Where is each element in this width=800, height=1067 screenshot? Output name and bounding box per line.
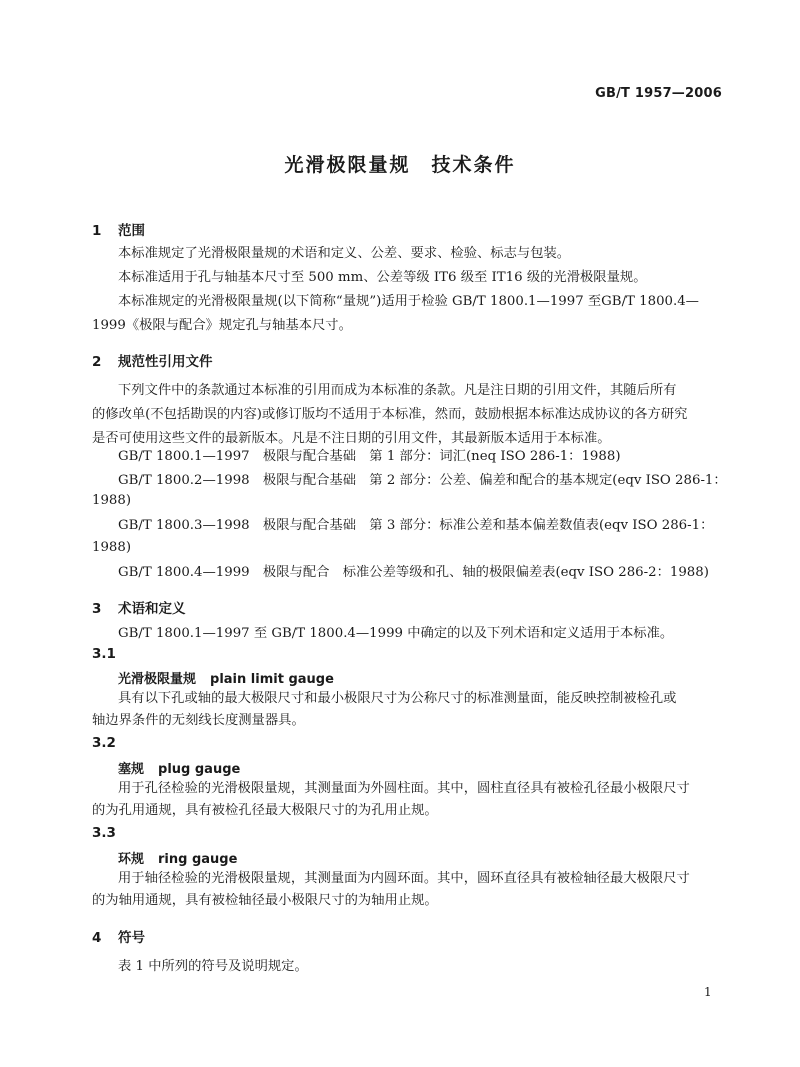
standard-number-header: GB/T 1957—2006 [595,86,722,101]
section-3-heading [92,597,186,617]
paragraph-line: 1999《极限与配合》规定孔与轴基本尺寸。 [92,318,352,333]
term-chinese: 光滑极限量规 [118,672,197,687]
term-english: ring gauge [158,852,238,867]
reference-entry: GB/T 1800.4—1999 极限与配合 标准公差等级和孔、轴的极限偏差表(eqv ISO 286-2：1988) [118,565,709,580]
term-heading [118,758,240,777]
paragraph-line: 的为轴用通规，具有被检轴径最小极限尺寸的为轴用止规。 [92,893,438,908]
section-number: 1 [92,223,102,239]
paragraph-line: 本标准规定了光滑极限量规的术语和定义、公差、要求、检验、标志与包装。 [118,246,571,261]
section-number: 2 [92,354,102,370]
page-number: 1 [704,985,712,999]
paragraph-line: 是否可使用这些文件的最新版本。凡是不注日期的引用文件，其最新版本适用于本标准。 [92,431,611,446]
reference-entry: GB/T 1800.3—1998 极限与配合基础 第 3 部分：标准公差和基本偏差数值表(eqv ISO 286-1： [118,518,714,533]
subsection-number: 3.2 [92,735,116,751]
section-1-heading [92,219,145,239]
subsection-number: 3.3 [92,825,116,841]
paragraph-line: 表 1 中所列的符号及说明规定。 [118,959,308,974]
paragraph-line: 本标准规定的光滑极限量规(以下简称“量规”)适用于检验 GB/T 1800.1—1997 至GB/T 1800.4— [118,294,699,309]
section-number: 4 [92,930,102,946]
term-english: plug gauge [158,762,241,777]
reference-entry: GB/T 1800.1—1997 极限与配合基础 第 1 部分：词汇(neq ISO 286-1：1988) [118,449,621,464]
reference-entry-continued: 1988) [92,493,132,508]
section-4-heading [92,926,145,946]
term-chinese: 塞规 [118,762,145,777]
paragraph-line: 用于孔径检验的光滑极限量规，其测量面为外圆柱面。其中，圆柱直径具有被检孔径最小极限尺寸 [118,781,690,796]
document-title: 光滑极限量规 技术条件 [284,154,516,176]
reference-entry-continued: 1988) [92,540,132,555]
paragraph-line: 具有以下孔或轴的最大极限尺寸和最小极限尺寸为公称尺寸的标准测量面，能反映控制被检孔或 [118,691,677,706]
paragraph-line: 轴边界条件的无刻线长度测量器具。 [92,713,305,728]
section-number: 3 [92,601,102,617]
reference-entry: GB/T 1800.2—1998 极限与配合基础 第 2 部分：公差、偏差和配合的基本规定(eqv ISO 286-1： [118,473,727,488]
term-heading [118,668,334,687]
paragraph-line: 本标准适用于孔与轴基本尺寸至 500 mm、公差等级 IT6 级至 IT16 级的光滑极限量规。 [118,270,647,285]
paragraph-line: 的为孔用通规，具有被检孔径最大极限尺寸的为孔用止规。 [92,803,438,818]
paragraph-line: 的修改单(不包括勘误的内容)或修订版均不适用于本标准，然而，鼓励根据本标准达成协议的各方研究 [92,407,688,422]
section-heading-text: 符号 [118,930,145,946]
term-chinese: 环规 [118,852,145,867]
term-heading [118,848,237,867]
section-heading-text: 规范性引用文件 [118,354,213,370]
section-2-heading [92,350,213,370]
section-heading-text: 术语和定义 [118,601,186,617]
paragraph-line: GB/T 1800.1—1997 至 GB/T 1800.4—1999 中确定的以及下列术语和定义适用于本标准。 [118,626,674,641]
term-english: plain limit gauge [210,672,334,687]
section-heading-text: 范围 [118,223,145,239]
paragraph-line: 用于轴径检验的光滑极限量规，其测量面为内圆环面。其中，圆环直径具有被检轴径最大极限尺寸 [118,871,690,886]
paragraph-line: 下列文件中的条款通过本标准的引用而成为本标准的条款。凡是注日期的引用文件，其随后所有 [118,383,677,398]
subsection-number: 3.1 [92,646,116,662]
